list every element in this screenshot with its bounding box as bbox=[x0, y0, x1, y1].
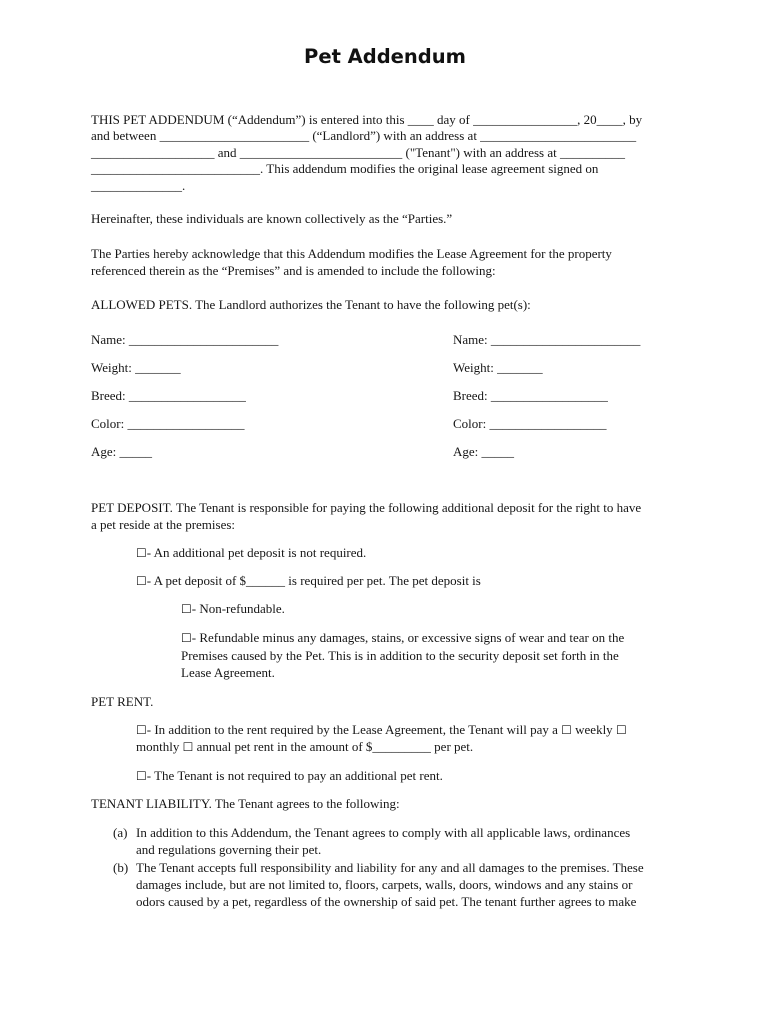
rent-pay-label-1: - In addition to the rent required by the Lease Agreement, the Tenant will pay a bbox=[146, 722, 558, 737]
liability-a-label: (a) bbox=[113, 825, 128, 840]
rent-pay-label-2: annual pet rent in the amount of $_________ per pet. bbox=[196, 739, 474, 754]
deposit-refundable-label-1: - Refundable minus any damages, stains, or excessive signs of wear and tear on the bbox=[191, 630, 625, 645]
liability-b-line-2: damages include, but are not limited to, floors, carpets, walls, doors, windows and any stains or bbox=[136, 877, 633, 892]
deposit-nonrefundable-option bbox=[181, 600, 285, 619]
rent-weekly-label: weekly bbox=[575, 722, 613, 737]
document-title: Pet Addendum bbox=[304, 45, 466, 68]
pet2-breed-field: Breed: __________________ bbox=[453, 388, 608, 403]
deposit-refundable-checkbox: ☐ bbox=[181, 631, 192, 645]
pet2-weight-field: Weight: _______ bbox=[453, 360, 543, 375]
intro-line-5: ______________. bbox=[91, 178, 186, 193]
pet2-age-field: Age: _____ bbox=[453, 444, 515, 459]
deposit-required-checkbox: ☐ bbox=[136, 574, 147, 588]
deposit-required-label: - A pet deposit of $______ is required per pet. The pet deposit is bbox=[146, 573, 481, 588]
rent-monthly-checkbox: ☐ bbox=[615, 723, 627, 737]
pet1-age-field: Age: _____ bbox=[91, 444, 153, 459]
deposit-refundable-option bbox=[181, 629, 624, 648]
liability-a-line-1: In addition to this Addendum, the Tenant agrees to comply with all applicable laws, ordinances bbox=[136, 825, 631, 840]
pet-deposit-line-1: PET DEPOSIT. The Tenant is responsible for paying the following additional deposit for the right to have bbox=[91, 500, 642, 515]
premises-line-2: referenced therein as the “Premises” and is amended to include the following: bbox=[91, 263, 496, 278]
intro-line-4: __________________________. This addendum modifies the original lease agreement signed on bbox=[91, 161, 599, 176]
pet1-weight-field: Weight: _______ bbox=[91, 360, 181, 375]
allowed-pets-heading: ALLOWED PETS. The Landlord authorizes the Tenant to have the following pet(s): bbox=[91, 297, 531, 312]
pet-rent-heading: PET RENT. bbox=[91, 694, 154, 709]
pet-deposit-line-2: a pet reside at the premises: bbox=[91, 517, 236, 532]
liability-b-line-3: odors caused by a pet, regardless of the ownership of said pet. The tenant further agrees to make bbox=[136, 894, 637, 909]
deposit-not-required-checkbox: ☐ bbox=[136, 546, 147, 560]
intro-line-2: and between _______________________ (“Landlord”) with an address at ________________________ bbox=[91, 128, 637, 143]
pet2-color-field: Color: __________________ bbox=[453, 416, 607, 431]
liability-b-label: (b) bbox=[113, 860, 129, 875]
deposit-refundable-label-3: Lease Agreement. bbox=[181, 665, 275, 680]
pet2-name-field: Name: _______________________ bbox=[453, 332, 641, 347]
rent-pay-option-line-2 bbox=[136, 738, 473, 757]
rent-weekly-checkbox: ☐ bbox=[561, 723, 572, 737]
liability-b-line-1: The Tenant accepts full responsibility and liability for any and all damages to the premises. These bbox=[136, 860, 644, 875]
rent-not-required-checkbox: ☐ bbox=[136, 769, 147, 783]
liability-a-line-2: and regulations governing their pet. bbox=[136, 842, 322, 857]
deposit-refundable-label-2: Premises caused by the Pet. This is in addition to the security deposit set forth in the bbox=[181, 648, 619, 663]
intro-line-3: ___________________ and _________________________ ("Tenant") with an address at __________ bbox=[91, 145, 625, 160]
rent-not-required-label: - The Tenant is not required to pay an additional pet rent. bbox=[146, 768, 443, 783]
rent-not-required-option bbox=[136, 767, 443, 786]
tenant-liability-heading: TENANT LIABILITY. The Tenant agrees to the following: bbox=[91, 796, 400, 811]
parties-paragraph: Hereinafter, these individuals are known collectively as the “Parties.” bbox=[91, 211, 453, 226]
rent-annual-checkbox: ☐ bbox=[182, 740, 194, 754]
rent-pay-checkbox: ☐ bbox=[136, 723, 147, 737]
pet1-color-field: Color: __________________ bbox=[91, 416, 245, 431]
deposit-nonrefundable-label: - Non-refundable. bbox=[191, 601, 285, 616]
pet1-name-field: Name: _______________________ bbox=[91, 332, 279, 347]
intro-line-1: THIS PET ADDENDUM (“Addendum”) is entered into this ____ day of ________________, 20____, by bbox=[91, 112, 643, 127]
pet1-breed-field: Breed: __________________ bbox=[91, 388, 246, 403]
deposit-nonrefundable-checkbox: ☐ bbox=[181, 602, 192, 616]
deposit-not-required-option bbox=[136, 544, 366, 563]
rent-pay-option bbox=[136, 721, 627, 740]
rent-monthly-label: monthly bbox=[136, 739, 180, 754]
deposit-required-option bbox=[136, 572, 481, 591]
premises-line-1: The Parties hereby acknowledge that this Addendum modifies the Lease Agreement for the property bbox=[91, 246, 612, 261]
deposit-not-required-label: - An additional pet deposit is not required. bbox=[146, 545, 367, 560]
